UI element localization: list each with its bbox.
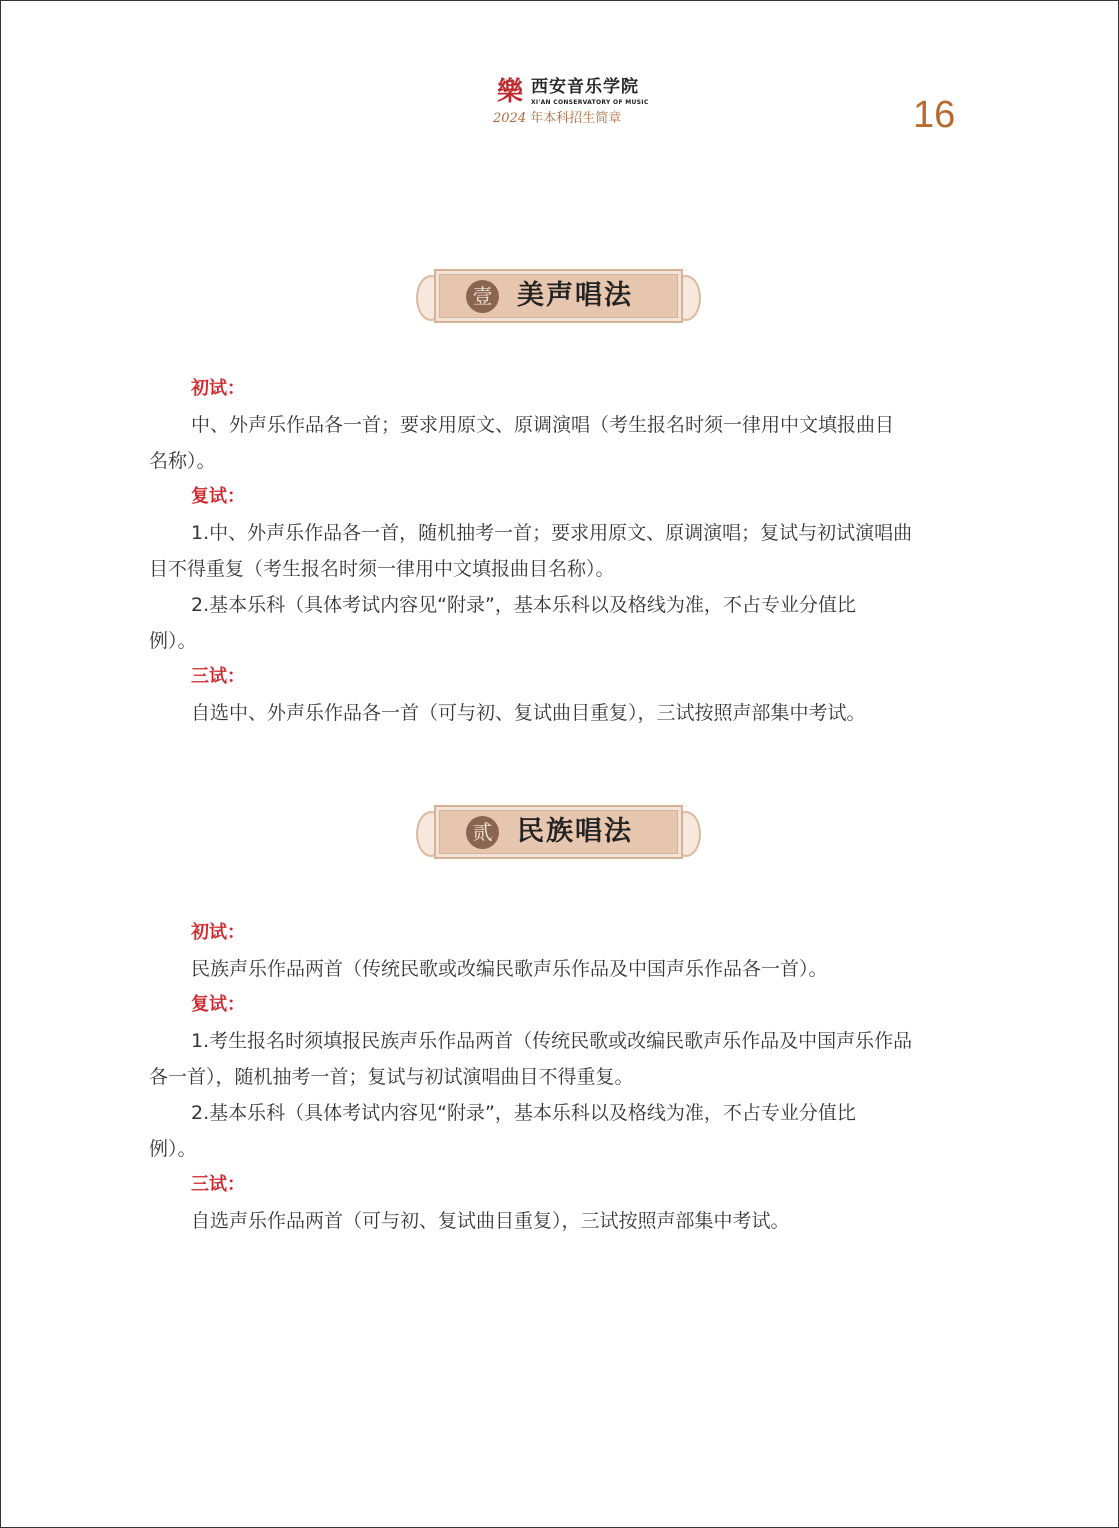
subtitle-text: 年本科招生简章 xyxy=(530,111,622,126)
body-text-line: 民族声乐作品两首（传统民歌或改编民歌声乐作品及中国声乐作品各一首）。 xyxy=(191,958,828,980)
exam-block xyxy=(149,987,971,1167)
body-text-line: 自选中、外声乐作品各一首（可与初、复试曲目重复），三试按照声部集中考试。 xyxy=(191,702,866,724)
body-text-line: 1.考生报名时须填报民族声乐作品两首（传统民歌或改编民歌声乐作品及中国声乐作品 xyxy=(191,1030,913,1052)
section-number-badge: 贰 xyxy=(466,816,499,849)
body-text-line: 例）。 xyxy=(149,630,197,652)
body-text-line: 自选声乐作品两首（可与初、复试曲目重复），三试按照声部集中考试。 xyxy=(191,1210,790,1232)
section-banner xyxy=(416,269,701,323)
school-name-en: XI'AN CONSERVATORY OF MUSIC xyxy=(531,99,649,106)
exam-block xyxy=(149,479,971,659)
exam-block xyxy=(149,371,971,479)
school-logo xyxy=(493,77,649,133)
section-body xyxy=(149,371,971,731)
section-title: 民族唱法 xyxy=(517,816,633,847)
year: 2024 xyxy=(493,111,527,126)
body-text-line: 目不得重复（考生报名时须一律用中文填报曲目名称）。 xyxy=(149,558,615,580)
body-text-line: 2.基本乐科（具体考试内容见“附录”，基本乐科以及格线为准，不占专业分值比 xyxy=(191,1102,856,1124)
section-banner xyxy=(416,805,701,859)
exam-round-label: 三试： xyxy=(191,1174,245,1195)
section-body xyxy=(149,915,971,1239)
brochure-subtitle xyxy=(493,111,621,127)
exam-round-label: 三试： xyxy=(191,666,245,687)
body-text-line: 2.基本乐科（具体考试内容见“附录”，基本乐科以及格线为准，不占专业分值比 xyxy=(191,594,856,616)
school-name: 西安音乐学院 xyxy=(531,77,639,97)
body-text-line: 各一首），随机抽考一首；复试与初试演唱曲目不得重复。 xyxy=(149,1066,634,1088)
body-text-line: 名称）。 xyxy=(149,450,216,472)
exam-round-label: 初试： xyxy=(191,378,245,399)
body-text-line: 1.中、外声乐作品各一首，随机抽考一首；要求用原文、原调演唱；复试与初试演唱曲 xyxy=(191,522,913,544)
logo-seal-icon: 樂 xyxy=(497,77,524,107)
body-text-line: 中、外声乐作品各一首；要求用原文、原调演唱（考生报名时须一律用中文填报曲目 xyxy=(191,414,895,436)
exam-block xyxy=(149,1167,971,1239)
exam-round-label: 复试： xyxy=(191,994,245,1015)
exam-round-label: 复试： xyxy=(191,486,245,507)
page-number: 16 xyxy=(913,94,956,136)
exam-round-label: 初试： xyxy=(191,922,245,943)
exam-block xyxy=(149,915,971,987)
body-text-line: 例）。 xyxy=(149,1138,197,1160)
exam-block xyxy=(149,659,971,731)
section-title: 美声唱法 xyxy=(517,280,633,311)
section-number-badge: 壹 xyxy=(466,280,499,313)
